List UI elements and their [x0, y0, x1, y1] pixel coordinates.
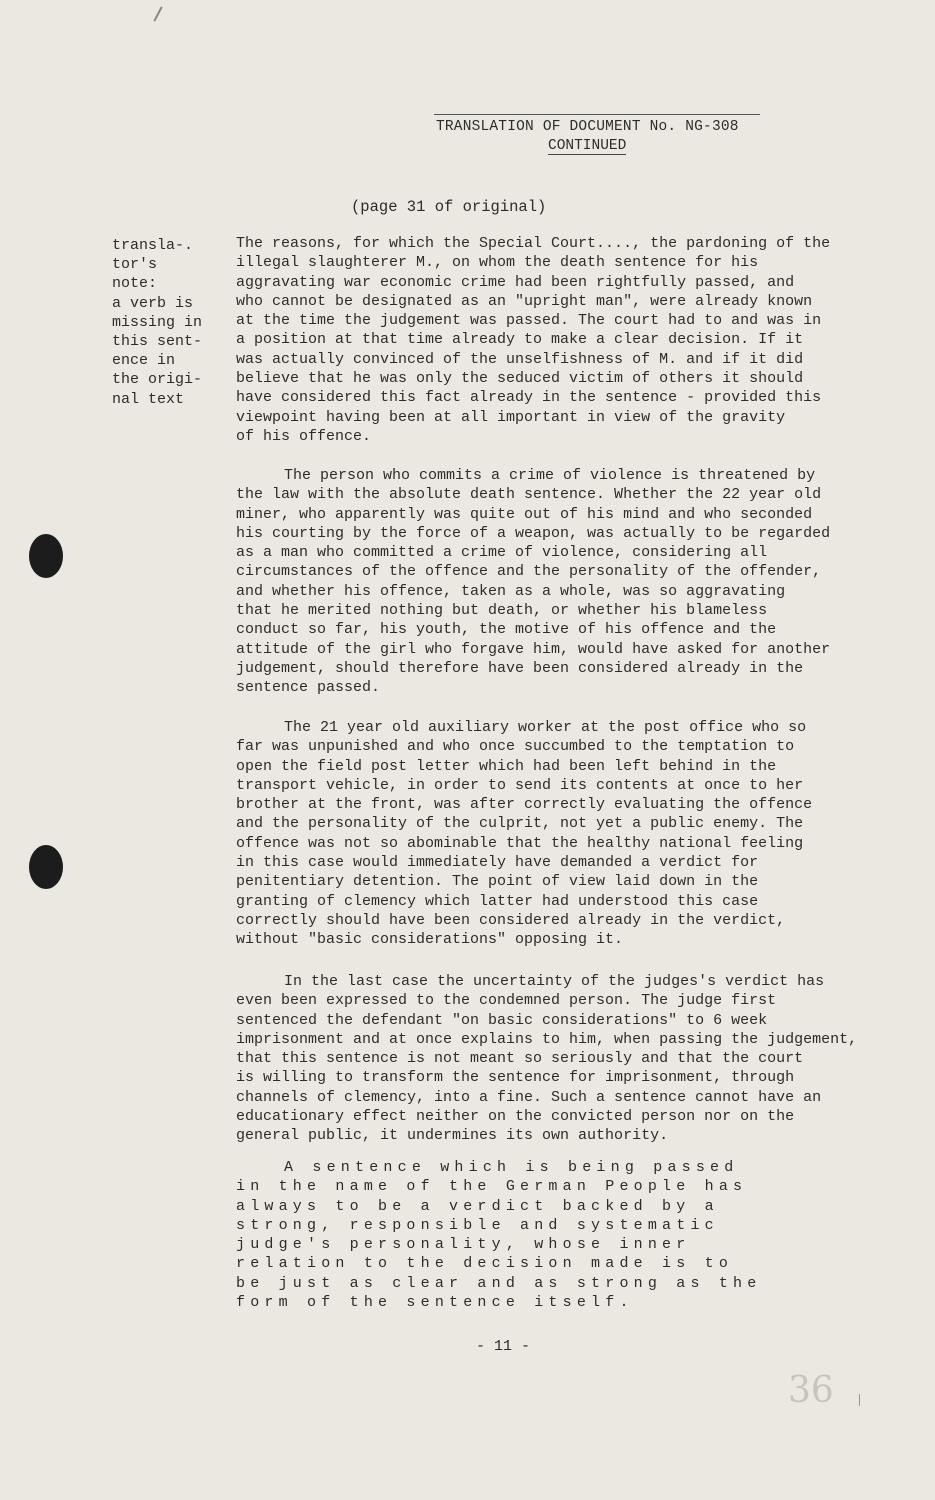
text-line: as a man who committed a crime of violence, considering all [236, 544, 768, 562]
text-line: educationary effect neither on the convicted person nor on the [236, 1108, 795, 1126]
text-line: his courting by the force of a weapon, was actually to be regarded [236, 524, 831, 542]
text-line: form of the sentence itself. [236, 1294, 634, 1312]
margin-note-line: transla-. [112, 237, 194, 254]
text-line: judgement, should therefore have been considered already in the [236, 659, 804, 677]
text-line: sentence passed. [236, 679, 381, 697]
text-line: correctly should have been considered already in the verdict, [236, 911, 786, 929]
text-line: who cannot be designated as an "upright man", were already known [236, 292, 813, 310]
document-subtitle: CONTINUED [548, 138, 627, 154]
punch-hole [29, 534, 63, 578]
pen-mark [153, 6, 162, 21]
pencil-page-stamp: 36 [788, 1370, 834, 1411]
text-line: A sentence which is being passed [284, 1159, 739, 1176]
text-line: that he merited nothing but death, or whether his blameless [236, 602, 768, 620]
margin-note-line: this sent- [112, 333, 203, 351]
text-line: at the time the judgement was passed. The court had to and was in [236, 312, 822, 330]
text-line: strong, responsible and systematic [236, 1216, 719, 1234]
text-line: relation to the decision made is to [236, 1255, 734, 1273]
text-line: general public, it undermines its own authority. [236, 1127, 669, 1145]
text-line: miner, who apparently was quite out of his mind and who seconded [236, 505, 813, 523]
text-line: without "basic considerations" opposing it. [236, 931, 624, 949]
text-line: in this case would immediately have demanded a verdict for [236, 854, 759, 872]
margin-note-line: a verb is [112, 294, 194, 312]
text-line: a position at that time already to make a clear decision. If it [236, 331, 804, 349]
paragraph-1 [236, 234, 830, 446]
text-line: far was unpunished and who once succumbed to the temptation to [236, 738, 795, 756]
text-line: that this sentence is not meant so seriously and that the court [236, 1050, 804, 1068]
text-line: The reasons, for which the Special Court...., the pardoning of the [236, 235, 831, 252]
paragraph-3 [236, 718, 812, 950]
text-line: open the field post letter which had been left behind in the [236, 757, 777, 775]
margin-note-line: the origi- [112, 371, 203, 389]
margin-note-line: note: [112, 275, 158, 293]
header-rule [434, 114, 760, 115]
margin-note-line: ence in [112, 352, 176, 370]
text-line: the law with the absolute death sentence. Whether the 22 year old [236, 486, 822, 504]
text-line: is willing to transform the sentence for imprisonment, through [236, 1069, 795, 1087]
text-line: attitude of the girl who forgave him, would have asked for another [236, 640, 831, 658]
text-line: imprisonment and at once explains to him, when passing the judgement, [236, 1030, 858, 1048]
text-line: offence was not so abominable that the healthy national feeling [236, 834, 804, 852]
pen-mark [859, 1394, 860, 1406]
paragraph-2 [236, 466, 830, 698]
page-reference: (page 31 of original) [351, 198, 547, 216]
text-line: sentenced the defendant "on basic considerations" to 6 week [236, 1011, 768, 1029]
paragraph-5 [236, 1158, 761, 1312]
text-line: always to be a verdict backed by a [236, 1197, 719, 1215]
margin-note-line: nal text [112, 390, 185, 408]
text-line: The person who commits a crime of violence is threatened by [284, 467, 816, 484]
text-line: have considered this fact already in the sentence - provided this [236, 389, 822, 407]
margin-note-line: tor's [112, 256, 158, 274]
margin-note-line: missing in [112, 313, 203, 331]
text-line: circumstances of the offence and the personality of the offender, [236, 563, 822, 581]
text-line: The 21 year old auxiliary worker at the post office who so [284, 719, 807, 736]
punch-hole [29, 845, 63, 889]
text-line: viewpoint having been at all important in view of the gravity [236, 408, 786, 426]
text-line: even been expressed to the condemned person. The judge first [236, 992, 777, 1010]
text-line: brother at the front, was after correctly evaluating the offence [236, 796, 813, 814]
text-line: In the last case the uncertainty of the judges's verdict has [284, 973, 825, 990]
text-line: judge's personality, whose inner [236, 1236, 691, 1254]
paragraph-4 [236, 972, 857, 1146]
text-line: channels of clemency, into a fine. Such a sentence cannot have an [236, 1088, 822, 1106]
text-line: illegal slaughterer M., on whom the death sentence for his [236, 254, 759, 272]
document-title: TRANSLATION OF DOCUMENT No. NG-308 [436, 119, 739, 135]
text-line: aggravating war economic crime had been rightfully passed, and [236, 273, 795, 291]
page-number: - 11 - [476, 1338, 531, 1355]
text-line: was actually convinced of the unselfishness of M. and if it did [236, 350, 804, 368]
text-line: granting of clemency which latter had understood this case [236, 892, 759, 910]
text-line: in the name of the German People has [236, 1178, 748, 1196]
translator-margin-note [112, 236, 222, 409]
text-line: transport vehicle, in order to send its contents at once to her [236, 776, 804, 794]
text-line: and the personality of the culprit, not yet a public enemy. The [236, 815, 804, 833]
text-line: believe that he was only the seduced victim of others it should [236, 370, 804, 388]
text-line: be just as clear and as strong as the [236, 1274, 762, 1292]
text-line: of his offence. [236, 427, 372, 445]
text-line: penitentiary detention. The point of view laid down in the [236, 873, 759, 891]
text-line: conduct so far, his youth, the motive of his offence and the [236, 621, 777, 639]
text-line: and whether his offence, taken as a whole, was so aggravating [236, 582, 786, 600]
